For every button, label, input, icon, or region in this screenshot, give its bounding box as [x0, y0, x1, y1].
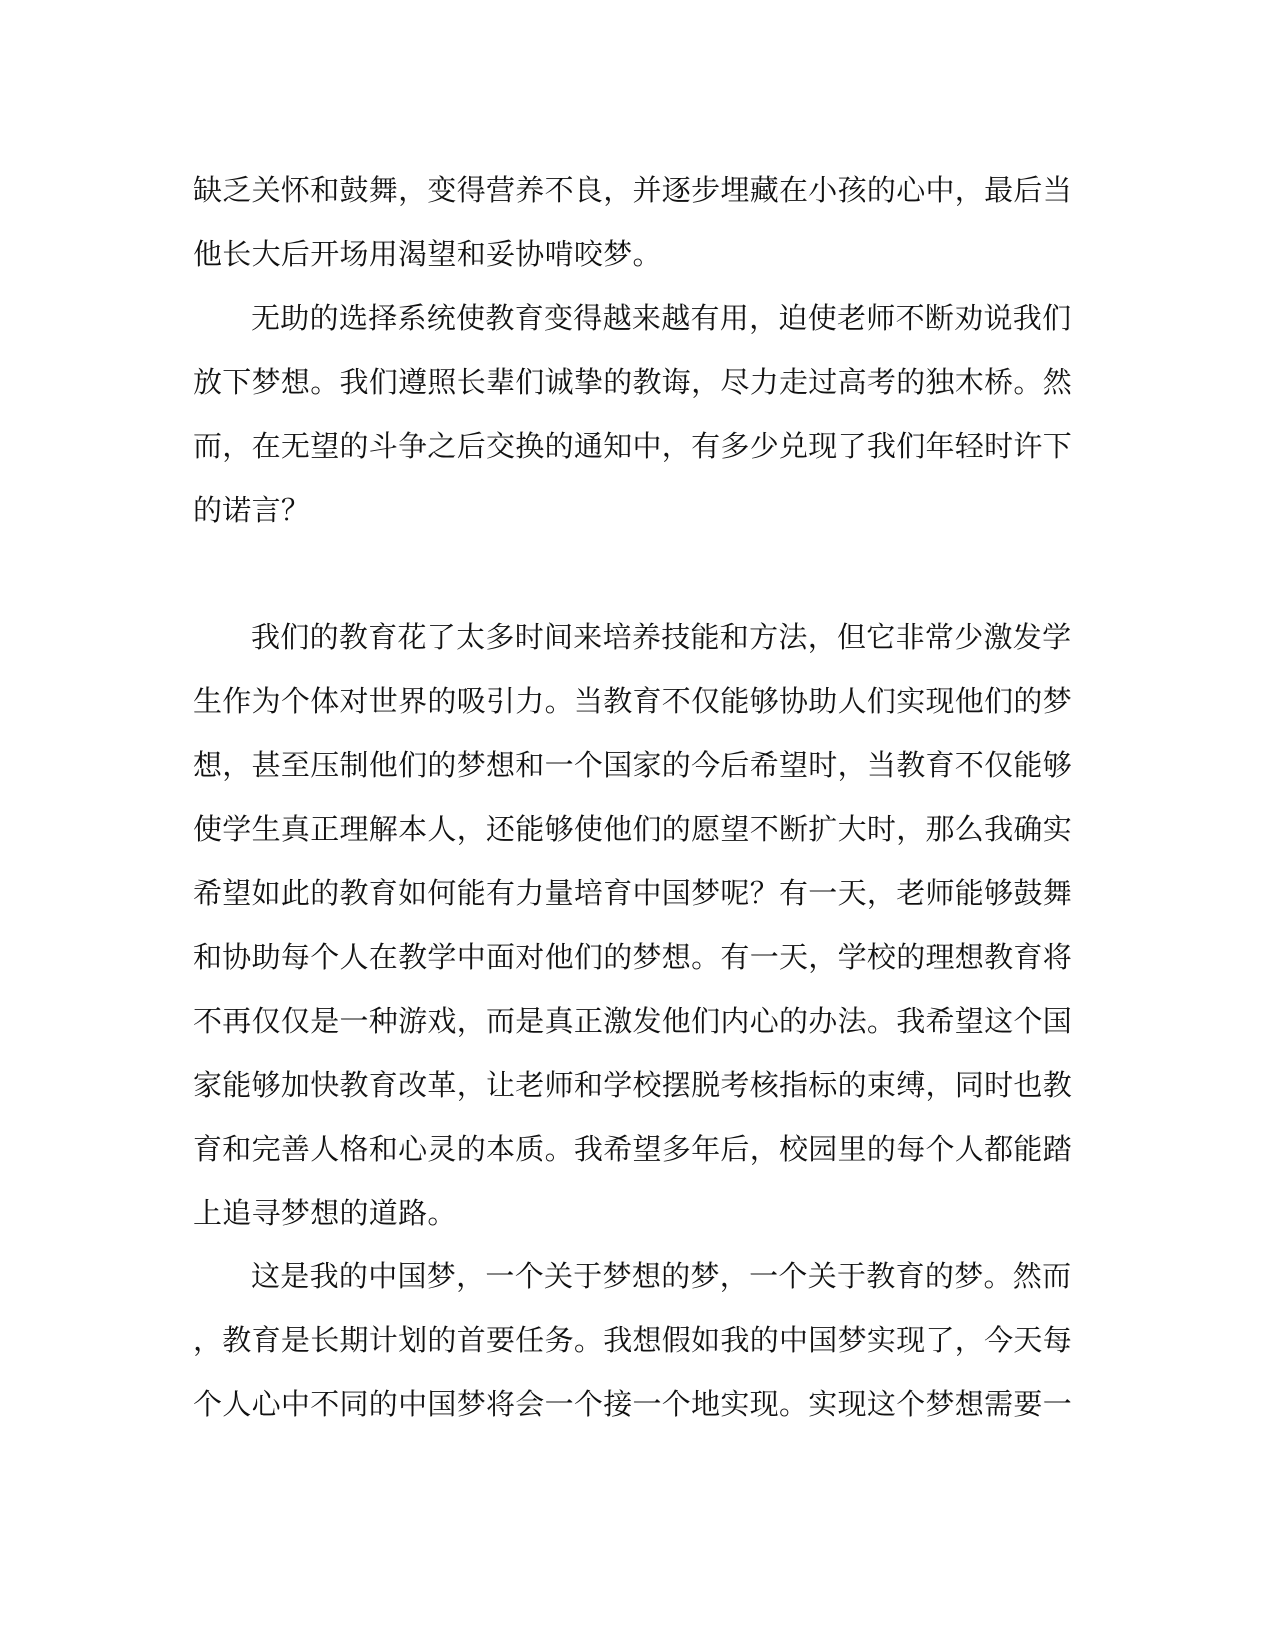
text-line: 我们的教育花了太多时间来培养技能和方法，但它非常少激发学: [251, 620, 1072, 654]
text-line: 希望如此的教育如何能有力量培育中国梦呢？有一天，老师能够鼓舞: [193, 876, 1073, 910]
text-line: 使学生真正理解本人，还能够使他们的愿望不断扩大时，那么我确实: [193, 812, 1073, 846]
text-line: 这是我的中国梦，一个关于梦想的梦，一个关于教育的梦。然而: [251, 1259, 1072, 1293]
text-line: 缺乏关怀和鼓舞，变得营养不良，并逐步埋藏在小孩的心中，最后当: [193, 173, 1073, 207]
paragraph-3: [193, 605, 1073, 1245]
text-line: 无助的选择系统使教育变得越来越有用，迫使老师不断劝说我们: [251, 301, 1072, 335]
text-line: 他长大后开场用渴望和妥协啃咬梦。: [193, 237, 662, 271]
text-line: 想，甚至压制他们的梦想和一个国家的今后希望时，当教育不仅能够: [193, 748, 1073, 782]
text-line: 不再仅仅是一种游戏，而是真正激发他们内心的办法。我希望这个国: [193, 1004, 1073, 1038]
text-line: 的诺言？: [193, 493, 311, 527]
text-line: 生作为个体对世界的吸引力。当教育不仅能够协助人们实现他们的梦: [193, 684, 1073, 718]
text-line: 放下梦想。我们遵照长辈们诚挚的教诲，尽力走过高考的独木桥。然: [193, 365, 1073, 399]
text-line: 而，在无望的斗争之后交换的通知中，有多少兑现了我们年轻时许下: [193, 429, 1073, 463]
text-line: 上追寻梦想的道路。: [193, 1196, 457, 1230]
text-line: 育和完善人格和心灵的本质。我希望多年后，校园里的每个人都能踏: [193, 1132, 1073, 1166]
text-line: 家能够加快教育改革，让老师和学校摆脱考核指标的束缚，同时也教: [193, 1068, 1073, 1102]
text-line: ，教育是长期计划的首要任务。我想假如我的中国梦实现了，今天每: [193, 1323, 1073, 1357]
paragraph-1: [193, 158, 1073, 286]
paragraph-2: [193, 286, 1073, 542]
paragraph-4: [193, 1244, 1073, 1436]
text-line: 和协助每个人在教学中面对他们的梦想。有一天，学校的理想教育将: [193, 940, 1073, 974]
text-line: 个人心中不同的中国梦将会一个接一个地实现。实现这个梦想需要一: [193, 1387, 1073, 1421]
